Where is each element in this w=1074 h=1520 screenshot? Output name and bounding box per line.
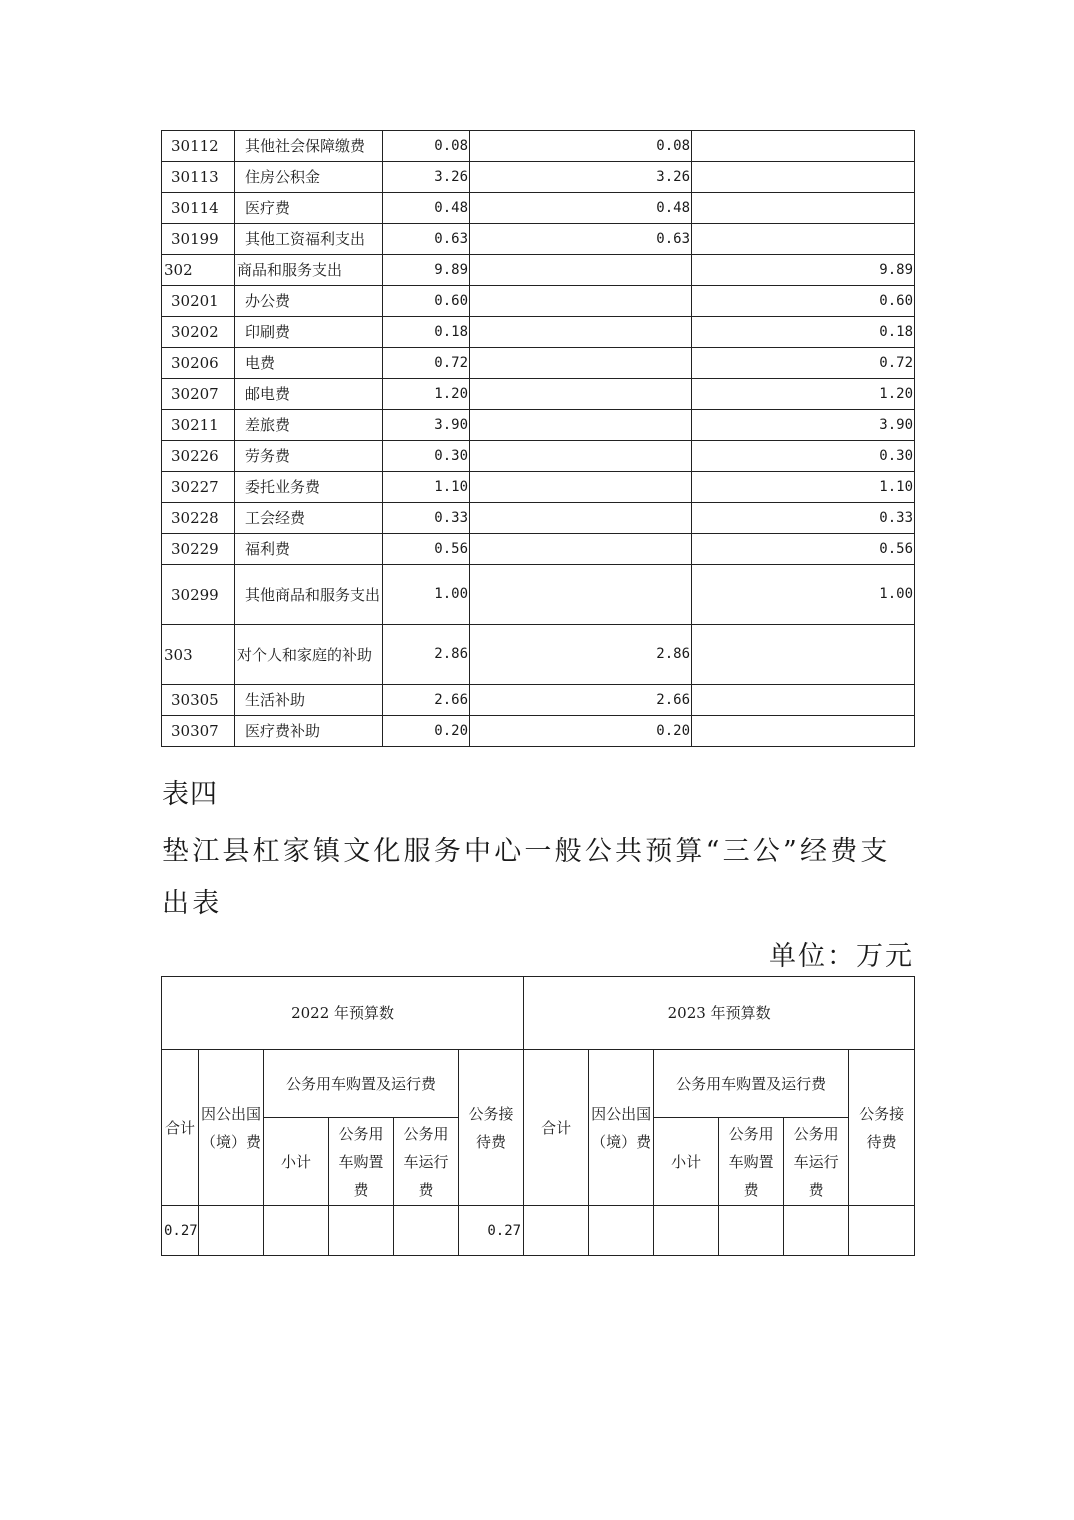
abroad-header: 因公出国（境）费 (199, 1050, 264, 1206)
econ-name: 医疗费 (235, 193, 383, 224)
table-number-label: 表四 (162, 779, 218, 810)
year-2022-header: 2022 年预算数 (162, 977, 524, 1050)
basic-value (470, 534, 692, 565)
basic-value: 0.48 (470, 193, 692, 224)
project-value: 1.10 (692, 472, 915, 503)
operation-2022-value (394, 1206, 459, 1256)
header-row-categories (162, 1050, 915, 1118)
reception-header: 公务接待费 (459, 1050, 524, 1206)
basic-value (470, 286, 692, 317)
basic-value: 0.63 (470, 224, 692, 255)
subtotal-header: 小计 (264, 1118, 329, 1206)
values-row (162, 1206, 915, 1256)
reception-2023-value (849, 1206, 915, 1256)
table-row (162, 317, 915, 348)
table-row (162, 716, 915, 747)
operation-header: 公务用车运行费 (394, 1118, 459, 1206)
project-value: 3.90 (692, 410, 915, 441)
econ-code: 30199 (162, 224, 235, 255)
project-value (692, 685, 915, 716)
total-value: 1.10 (383, 472, 470, 503)
econ-name: 劳务费 (235, 441, 383, 472)
econ-name: 委托业务费 (235, 472, 383, 503)
vehicle-header: 公务用车购置及运行费 (654, 1050, 849, 1118)
econ-name: 对个人和家庭的补助 (235, 625, 383, 685)
vehicle-header: 公务用车购置及运行费 (264, 1050, 459, 1118)
purchase-2023-value (719, 1206, 784, 1256)
total-value: 0.08 (383, 131, 470, 162)
reception-header: 公务接待费 (849, 1050, 915, 1206)
project-value (692, 224, 915, 255)
total-value: 0.33 (383, 503, 470, 534)
table-row (162, 503, 915, 534)
reception-2022-value: 0.27 (459, 1206, 524, 1256)
project-value (692, 131, 915, 162)
basic-value (470, 379, 692, 410)
table-row (162, 441, 915, 472)
econ-name: 差旅费 (235, 410, 383, 441)
econ-name: 医疗费补助 (235, 716, 383, 747)
project-value: 9.89 (692, 255, 915, 286)
econ-code: 30299 (162, 565, 235, 625)
purchase-2022-value (329, 1206, 394, 1256)
total-value: 2.66 (383, 685, 470, 716)
project-value: 0.33 (692, 503, 915, 534)
table-title: 垫江县杠家镇文化服务中心一般公共预算“三公”经费支出表 (162, 836, 891, 919)
project-value (692, 716, 915, 747)
subtotal-2022-value (264, 1206, 329, 1256)
basic-value (470, 503, 692, 534)
project-value: 0.30 (692, 441, 915, 472)
total-header: 合计 (524, 1050, 589, 1206)
table-row (162, 379, 915, 410)
table-row (162, 131, 915, 162)
purchase-header: 公务用车购置费 (719, 1118, 784, 1206)
total-value: 0.72 (383, 348, 470, 379)
econ-name: 印刷费 (235, 317, 383, 348)
total-value: 3.26 (383, 162, 470, 193)
total-header: 合计 (162, 1050, 199, 1206)
basic-value (470, 348, 692, 379)
basic-value (470, 441, 692, 472)
total-2023-value (524, 1206, 589, 1256)
project-value: 1.00 (692, 565, 915, 625)
table-row (162, 625, 915, 685)
econ-code: 30202 (162, 317, 235, 348)
three-public-expenditure-table (161, 976, 915, 1256)
econ-code: 30201 (162, 286, 235, 317)
econ-code: 30114 (162, 193, 235, 224)
abroad-2023-value (589, 1206, 654, 1256)
econ-code: 30228 (162, 503, 235, 534)
econ-code: 30112 (162, 131, 235, 162)
basic-value: 2.66 (470, 685, 692, 716)
total-value: 0.30 (383, 441, 470, 472)
total-value: 1.20 (383, 379, 470, 410)
total-value: 0.18 (383, 317, 470, 348)
header-row-years (162, 977, 915, 1050)
project-value: 0.56 (692, 534, 915, 565)
econ-name: 其他商品和服务支出 (235, 565, 383, 625)
purchase-header: 公务用车购置费 (329, 1118, 394, 1206)
econ-code: 302 (162, 255, 235, 286)
econ-code: 30227 (162, 472, 235, 503)
total-2022-value: 0.27 (162, 1206, 199, 1256)
operation-2023-value (784, 1206, 849, 1256)
total-value: 3.90 (383, 410, 470, 441)
basic-value (470, 565, 692, 625)
total-value: 9.89 (383, 255, 470, 286)
project-value (692, 162, 915, 193)
total-value: 2.86 (383, 625, 470, 685)
table-row (162, 410, 915, 441)
econ-code: 30206 (162, 348, 235, 379)
project-value (692, 625, 915, 685)
project-value: 0.72 (692, 348, 915, 379)
table-row (162, 255, 915, 286)
basic-value (470, 317, 692, 348)
econ-name: 商品和服务支出 (235, 255, 383, 286)
econ-code: 30305 (162, 685, 235, 716)
total-value: 0.60 (383, 286, 470, 317)
operation-header: 公务用车运行费 (784, 1118, 849, 1206)
total-value: 0.63 (383, 224, 470, 255)
basic-value: 3.26 (470, 162, 692, 193)
basic-value (470, 472, 692, 503)
econ-name: 办公费 (235, 286, 383, 317)
econ-name: 电费 (235, 348, 383, 379)
total-value: 0.48 (383, 193, 470, 224)
expenditure-table (161, 130, 915, 747)
project-value (692, 193, 915, 224)
table-row (162, 565, 915, 625)
basic-value (470, 410, 692, 441)
unit-label: 单位：万元 (769, 941, 914, 972)
table-row (162, 472, 915, 503)
project-value: 0.60 (692, 286, 915, 317)
subtotal-2023-value (654, 1206, 719, 1256)
econ-code: 30307 (162, 716, 235, 747)
econ-code: 30113 (162, 162, 235, 193)
total-value: 1.00 (383, 565, 470, 625)
econ-name: 其他社会保障缴费 (235, 131, 383, 162)
basic-value: 0.20 (470, 716, 692, 747)
basic-value (470, 255, 692, 286)
table-row (162, 348, 915, 379)
econ-code: 30226 (162, 441, 235, 472)
total-value: 0.56 (383, 534, 470, 565)
econ-code: 303 (162, 625, 235, 685)
econ-name: 生活补助 (235, 685, 383, 716)
subtotal-header: 小计 (654, 1118, 719, 1206)
project-value: 1.20 (692, 379, 915, 410)
abroad-2022-value (199, 1206, 264, 1256)
econ-name: 福利费 (235, 534, 383, 565)
econ-code: 30211 (162, 410, 235, 441)
econ-name: 其他工资福利支出 (235, 224, 383, 255)
table-row (162, 286, 915, 317)
table-row (162, 685, 915, 716)
econ-name: 邮电费 (235, 379, 383, 410)
table-row (162, 193, 915, 224)
econ-code: 30207 (162, 379, 235, 410)
abroad-header: 因公出国（境）费 (589, 1050, 654, 1206)
project-value: 0.18 (692, 317, 915, 348)
basic-value: 2.86 (470, 625, 692, 685)
econ-code: 30229 (162, 534, 235, 565)
total-value: 0.20 (383, 716, 470, 747)
econ-name: 住房公积金 (235, 162, 383, 193)
table-row (162, 162, 915, 193)
table-row (162, 224, 915, 255)
econ-name: 工会经费 (235, 503, 383, 534)
year-2023-header: 2023 年预算数 (524, 977, 915, 1050)
table-row (162, 534, 915, 565)
basic-value: 0.08 (470, 131, 692, 162)
